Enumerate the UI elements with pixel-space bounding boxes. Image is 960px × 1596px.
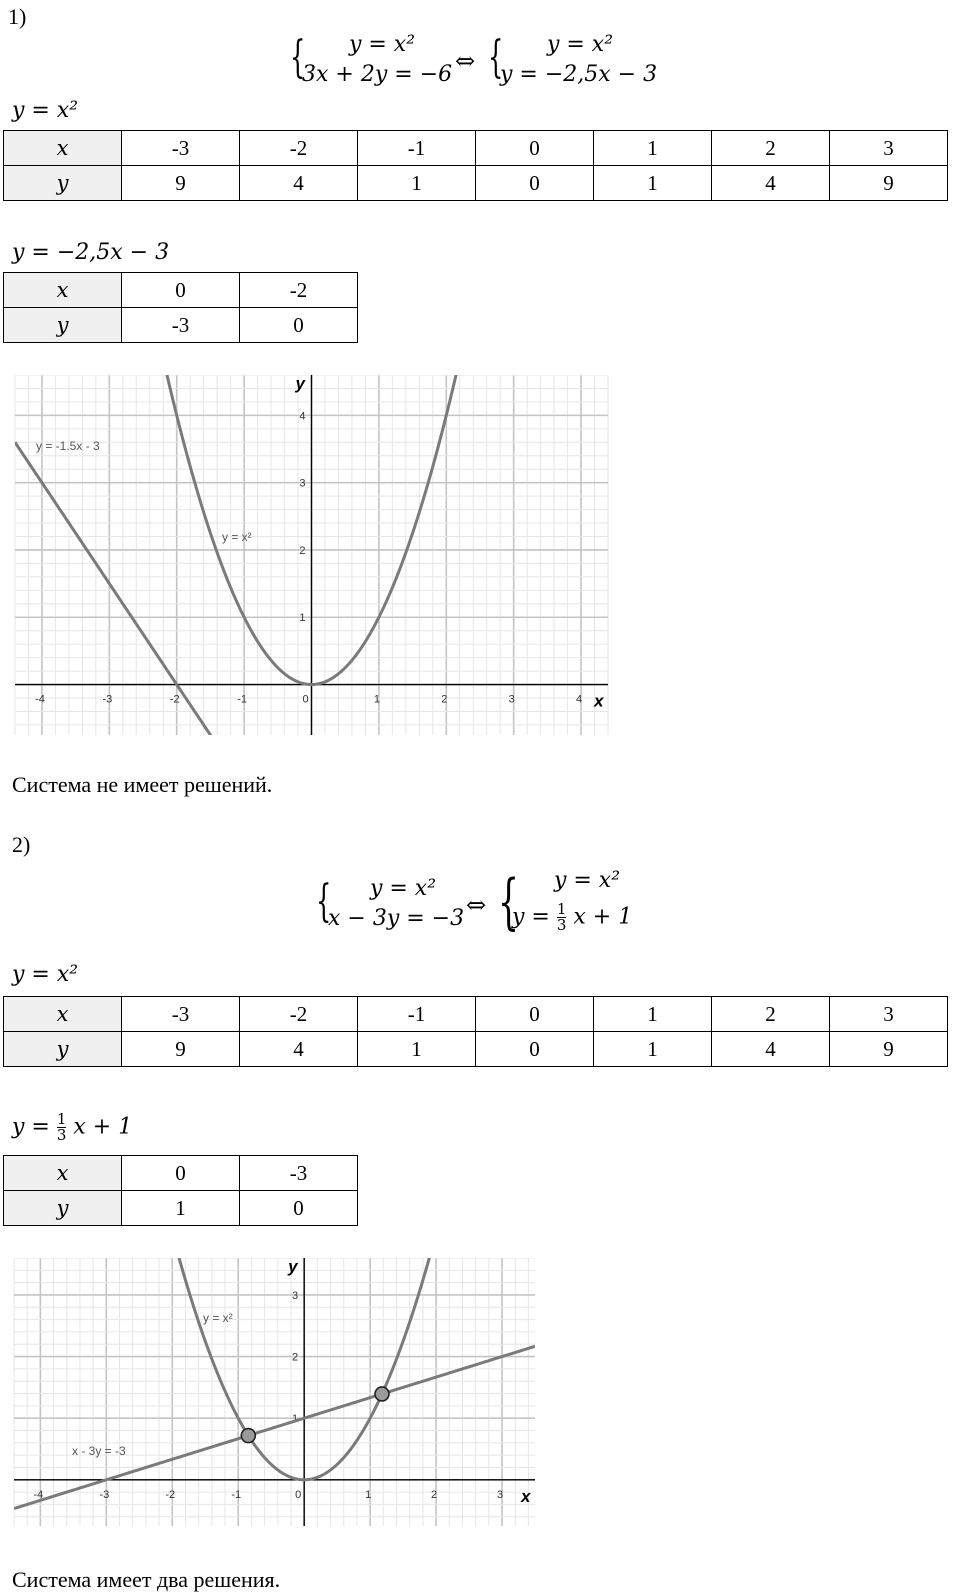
table-cell: 4 [240,1032,358,1067]
table-cell: 3 [830,997,948,1032]
table-cell: 1 [594,131,712,166]
line-series-label: x - 3y = -3 [72,1444,126,1458]
table-head-y: y [4,1191,122,1226]
fraction [557,902,567,933]
y-tick-label: 2 [299,544,306,557]
fraction-numerator: 1 [556,900,567,918]
part1-table2-title: y = −2,5x − 3 [12,240,170,265]
y-axis-label: y [295,375,305,393]
parabola-series-label: y = x² [203,1311,233,1325]
x-tick-label: 2 [441,693,448,706]
table-head-y: y [4,1032,122,1067]
x-tick-label: 3 [508,693,515,706]
table-cell: 0 [476,131,594,166]
table-cell: 0 [476,1032,594,1067]
part1-label: 1) [8,4,27,29]
x-tick-label: -1 [231,1488,242,1501]
part1-sys-right-eq1: y = x² [546,32,614,57]
table-cell: 1 [358,166,476,201]
y-tick-label: 3 [299,477,306,490]
table-cell: -3 [122,308,240,343]
table-cell: 9 [122,166,240,201]
x-tick-label: 1 [373,693,380,706]
table-cell: -3 [122,997,240,1032]
table-cell: 1 [594,1032,712,1067]
part1-table2 [3,272,358,343]
table-cell: -3 [240,1156,358,1191]
x-tick-label: 3 [496,1488,504,1501]
y-tick-label: 3 [292,1289,299,1302]
x-tick-label: 2 [431,1488,438,1501]
part1-sys-left-eq1: y = x² [348,32,416,57]
x-tick-label: -3 [102,693,113,706]
table-cell: 9 [830,1032,948,1067]
x-tick-label: -3 [99,1488,110,1501]
part2-sys-right-eq1: y = x² [553,868,621,893]
table-head-x: x [4,997,122,1032]
part1-graph [0,375,620,747]
fraction-numerator: 1 [56,1110,67,1128]
table-cell: -1 [358,131,476,166]
x-tick-label: -2 [169,693,180,706]
table-head-x: x [4,1156,122,1191]
table-cell: -2 [240,131,358,166]
y-tick-label: 1 [292,1413,299,1426]
y-tick-label: 4 [299,410,306,423]
table-head-y: y [4,308,122,343]
x-axis-label: x [594,691,604,711]
part2-graph [0,1258,550,1550]
part1-conclusion: Система не имеет решений. [12,772,273,797]
parabola-series-label: y = x² [222,530,252,544]
line-series [14,1346,535,1508]
part2-sys-right-eq2-rhs: x + 1 [573,904,633,930]
part2-sys-left-eq2: x − 3y = −3 [328,906,465,931]
x-axis-label: x [521,1486,531,1506]
table-cell: -3 [122,131,240,166]
table-cell: 0 [240,1191,358,1226]
fraction-denominator: 3 [56,1126,67,1144]
table-head-x: x [4,131,122,166]
x-tick-label: 4 [575,693,583,706]
part2-table2-title-rhs: x + 1 [73,1114,133,1140]
table-cell: -2 [240,273,358,308]
table-cell: 1 [594,166,712,201]
table-cell: 0 [476,997,594,1032]
table-head-y: y [4,166,122,201]
part1-sys-right-eq2: y = −2,5x − 3 [500,62,658,87]
table-cell: 1 [594,997,712,1032]
part2-table2-title-lhs: y = [12,1114,50,1140]
part2-sys-left-eq1: y = x² [369,876,437,901]
table-cell: 3 [830,131,948,166]
table-cell: 4 [240,166,358,201]
part2-table2 [3,1155,358,1226]
x-tick-label: 0 [295,1488,302,1501]
intersection-point [375,1387,389,1401]
part1-table1 [3,130,948,201]
table-cell: 1 [122,1191,240,1226]
x-tick-label: -2 [165,1488,176,1501]
fraction-denominator: 3 [556,916,567,934]
line-series-label: y = -1.5x - 3 [36,439,100,453]
part2-table1-title: y = x² [12,962,79,987]
table-cell: -2 [240,997,358,1032]
table-cell: 0 [240,308,358,343]
table-cell: -1 [358,997,476,1032]
iff-symbol: ⇔ [466,891,487,919]
x-tick-label: 1 [365,1488,372,1501]
x-tick-label: -1 [237,693,248,706]
fraction [57,1112,67,1143]
iff-symbol: ⇔ [455,47,476,75]
part2-table1 [3,996,948,1067]
x-tick-label: 0 [302,693,309,706]
table-cell: 2 [712,131,830,166]
table-cell: 4 [712,1032,830,1067]
table-cell: 4 [712,166,830,201]
part2-sys-right-eq2-lhs: y = [512,904,550,930]
x-tick-label: -4 [33,1488,44,1501]
part2-conclusion: Система имеет два решения. [12,1567,281,1592]
table-cell: 0 [122,1156,240,1191]
table-cell: 9 [122,1032,240,1067]
x-tick-label: -4 [35,693,45,706]
table-cell: 9 [830,166,948,201]
table-cell: 2 [712,997,830,1032]
y-tick-label: 2 [292,1351,299,1364]
part2-table2-title [12,1112,132,1143]
part2-label: 2) [12,832,31,857]
intersection-point [241,1429,255,1443]
table-cell: 0 [476,166,594,201]
y-tick-label: 1 [299,612,306,625]
table-cell: 1 [358,1032,476,1067]
part1-table1-title: y = x² [12,98,79,123]
table-cell: 0 [122,273,240,308]
part1-sys-left-eq2: 3x + 2y = −6 [302,62,453,87]
table-head-x: x [4,273,122,308]
y-axis-label: y [288,1258,298,1276]
